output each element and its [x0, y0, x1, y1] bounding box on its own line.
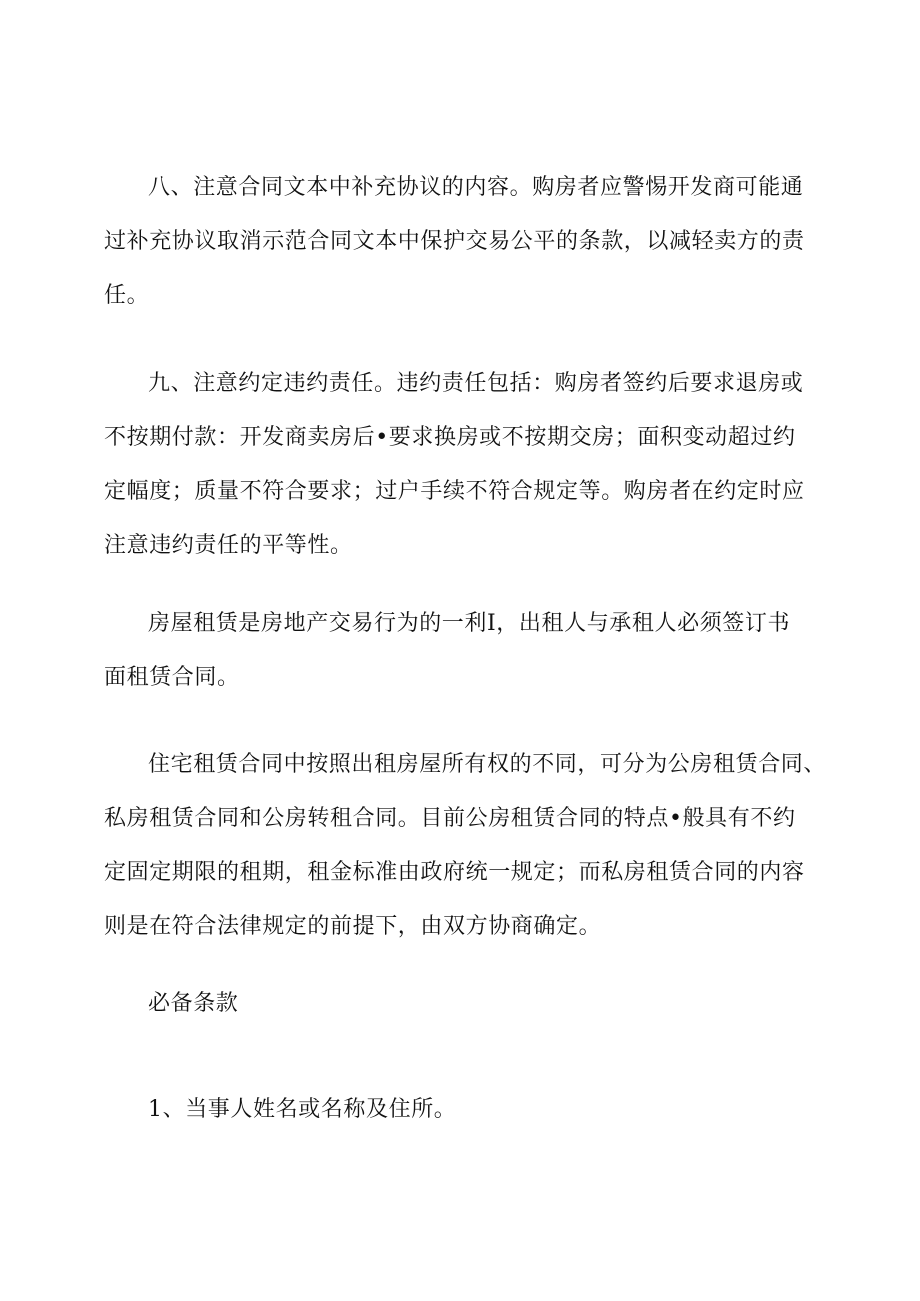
section-title: 必备条款	[148, 991, 239, 1016]
paragraph-line: 定固定期限的租期，租金标准由政府统一规定；而私房租赁合同的内容	[104, 860, 805, 885]
paragraph-line: 则是在符合法律规定的前提下，由双方协商确定。	[104, 914, 602, 939]
paragraph-breach-liability	[104, 357, 824, 573]
paragraph-line: 定幅度；质量不符合要求；过户手续不符合规定等。购房者在约定时应	[104, 479, 805, 504]
paragraph-line: 过补充协议取消示范合同文本中保护交易公平的条款，以减轻卖方的责	[104, 229, 805, 254]
paragraph-line: 私房租赁合同和公房转租合同。目前公房租赁合同的特点•般具有不约	[104, 806, 796, 831]
paragraph-line: 面租赁合同。	[104, 665, 240, 690]
paragraph-line: 住宅租赁合同中按照出租房屋所有权的不同，可分为公房租赁合同、	[148, 752, 827, 777]
paragraph-house-lease	[104, 597, 824, 705]
clause-item: 1、当事人姓名或名称及住所。	[148, 1097, 457, 1122]
paragraph-line: 不按期付款：开发商卖房后•要求换房或不按期交房；面积变动超过约	[104, 425, 796, 450]
paragraph-line: 八、注意合同文本中补充协议的内容。购房者应警惕开发商可能通	[148, 175, 804, 200]
paragraph-line: 注意违约责任的平等性。	[104, 533, 353, 558]
paragraph-supplementary-agreement	[104, 161, 824, 323]
paragraph-line: 房屋租赁是房地产交易行为的一利I，出租人与承租人必须签订书	[148, 611, 791, 636]
paragraph-residential-lease	[104, 738, 827, 954]
paragraph-line: 任。	[104, 283, 150, 308]
paragraph-line: 九、注意约定违约责任。违约责任包括：购房者签约后要求退房或	[148, 371, 804, 396]
